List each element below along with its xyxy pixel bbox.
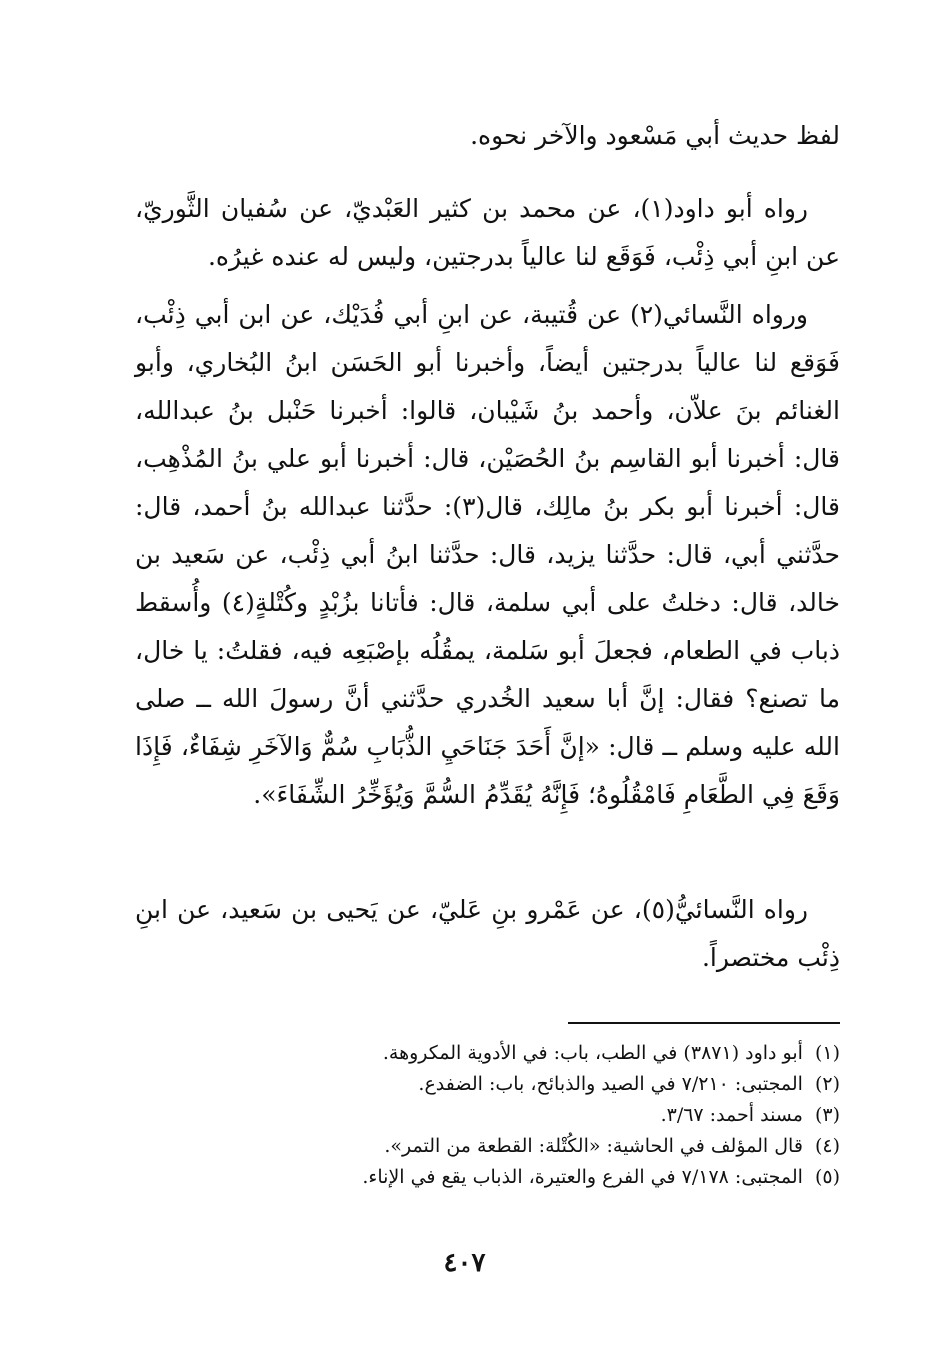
footnote-number: (٣) xyxy=(814,1104,840,1126)
footnote-number: (٢) xyxy=(814,1073,840,1095)
paragraph-text: ورواه النَّسائي(٢) عن قُتيبة، عن ابنِ أبي فُدَيْك، عن ابن أبي ذِئْب، فَوَقع لنا عالياً بدرجتين أيضاً، وأخبرنا أبو الحَسَن ابنُ البُخاري، وأبو الغنائم بنَ علاّن، وأحمد بنُ شَيْبان، قالوا: أخبرنا حَنْبل بنُ عبدالله، قال: أخبرنا أبو القاسِم بنُ الحُصَيْن، قال: أخبرنا أبو علي بنُ المُذْهِب، قال: أخبرنا أبو بكر بنُ مالِك، قال(٣): حدَّثنا عبدالله بنُ أحمد، قال: حدَّثني أبي، قال: حدَّثنا يزيد، قال: حدَّثنا ابنُ أبي ذِئْب، عن سَعيد بن خالد، قال: دخلتُ على أبي سلمة، قال: فأتانا بزُبْدٍ وكُتْلةٍ(٤) وأُسقط ذباب في الطعام، فجعلَ أبو سَلمة، يمقُلُه بإصْبَعِه فيه، فقلتُ: يا خال، ما تصنع؟ فقال: إنَّ أبا سعيد الخُدري حدَّثني أنَّ رسولَ الله ــ صلى الله عليه وسلم ــ قال: «إنَّ أَحَدَ جَنَاحَيِ الذُّبَابِ سُمٌّ وَالآخَرِ شِفَاءٌ، فَإِذَا وَقَعَ فِي الطَّعَامِ فَامْقُلُوهُ؛ فَإِنَّهُ يُقَدِّمُ السُّمَّ وَيُؤَخِّرُ الشِّفَاءَ». xyxy=(135,300,840,809)
footnote-number: (٥) xyxy=(814,1166,840,1188)
footnotes-list xyxy=(200,1038,840,1193)
footnote-item xyxy=(200,1131,840,1162)
paragraph-4 xyxy=(135,886,840,982)
paragraph-3 xyxy=(135,291,840,819)
paragraph-1 xyxy=(135,112,840,160)
footnote-text: المجتبى: ٧/٢١٠ في الصيد والذبائح، باب: الضفدع. xyxy=(418,1073,803,1095)
footnote-number: (١) xyxy=(814,1042,840,1064)
footnote-item xyxy=(200,1069,840,1100)
paragraph-text: لفظ حديث أبي مَسْعود والآخر نحوه. xyxy=(470,121,840,150)
footnote-text: أبو داود (٣٨٧١) في الطب، باب: في الأدوية المكروهة. xyxy=(382,1042,803,1064)
paragraph-2 xyxy=(135,185,840,281)
page-number: ٤٠٧ xyxy=(443,1248,486,1278)
footnote-text: مسند أحمد: ٣/٦٧. xyxy=(660,1104,803,1126)
footnote-text: قال المؤلف في الحاشية: «الكُتْلة: القطعة من التمر». xyxy=(384,1135,803,1157)
paragraph-text: رواه النَّسائيُّ(٥)، عن عَمْرو بنِ عَليّ، عن يَحيى بن سَعيد، عن ابنِ ذِئْب مختصراً. xyxy=(135,895,840,972)
footnote-item xyxy=(200,1100,840,1131)
footnote-number: (٤) xyxy=(814,1135,840,1157)
footnote-text: المجتبى: ٧/١٧٨ في الفرع والعتيرة، الذباب يقع في الإناء. xyxy=(362,1166,803,1188)
footnote-divider xyxy=(568,1022,840,1024)
paragraph-text: رواه أبو داود(١)، عن محمد بن كثير العَبْديّ، عن سُفيان الثَّوريّ، عن ابنِ أبي ذِئْب، فَوَقَع لنا عالياً بدرجتين، وليس له عنده غيرُه. xyxy=(135,194,840,271)
footnote-item xyxy=(200,1038,840,1069)
footnote-item xyxy=(200,1162,840,1193)
